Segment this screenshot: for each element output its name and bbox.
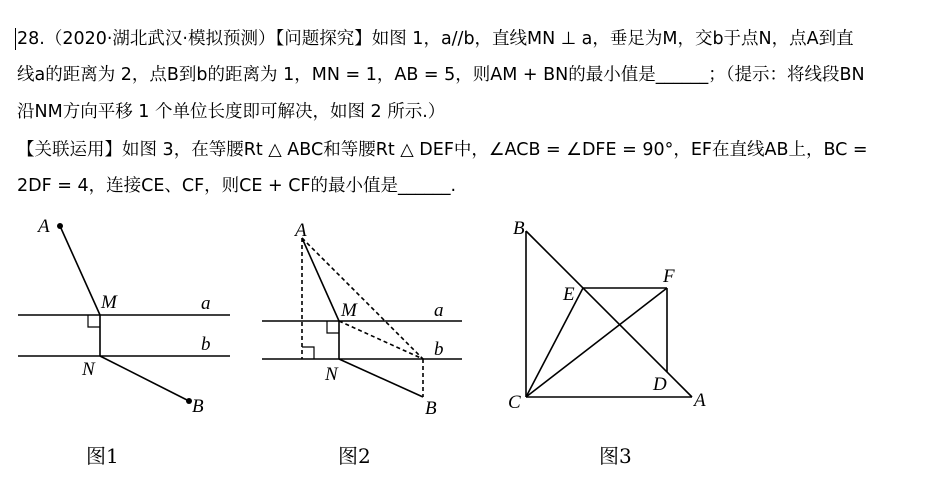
fig1-label-line-a: a [201,293,211,314]
fig2-label-m: M [341,300,357,321]
fig1-label-a-point: A [38,216,50,237]
fig3-label-b: B [513,218,525,239]
fig3-caption: 图3 [599,444,632,468]
fig2-dashed-a-to-b-prime [302,238,423,359]
fig1-label-line-b: b [201,334,211,355]
fig3-label-c: C [508,392,521,413]
fig1-segment-am [60,226,100,315]
problem-line-4: 【关联运用】如图 3，在等腰Rt △ ABC和等腰Rt △ DEF中，∠ACB = ∠DFE = 90°，EF在直线AB上，BC = [17,140,868,160]
fig2-label-line-a: a [434,300,444,321]
figure-3 [526,231,692,397]
fig2-caption: 图2 [338,444,371,468]
fig1-label-m: M [101,292,117,313]
fig2-label-n: N [325,364,338,385]
fig3-segment-cf [526,288,667,397]
figure-2 [262,238,462,397]
fig1-right-angle-mark [88,315,100,327]
fig1-label-n: N [82,359,95,380]
problem-line-1: 28.（2020·湖北武汉·模拟预测）【问题探究】如图 1，a//b，直线MN ⊥ a，垂足为M，交b于点N，点A到直 [17,29,854,49]
fig1-segment-nb [100,356,189,401]
fig2-segment-nb [339,359,423,397]
fig3-label-a: A [694,390,706,411]
fig1-caption: 图1 [86,444,119,468]
problem-line-2: 线a的距离为 2，点B到b的距离为 1，MN = 1，AB = 5，则AM + BN的最小值是______；（提示：将线段BN [17,65,865,85]
fig2-right-angle-mark-m [327,321,339,333]
fig3-label-d: D [653,374,667,395]
fig2-label-line-b: b [434,339,444,360]
problem-line-5: 2DF = 4，连接CE、CF，则CE + CF的最小值是______. [17,176,457,196]
fig1-point-a [57,223,63,229]
fig2-label-b-point: B [425,398,437,419]
fig3-label-e: E [563,284,575,305]
problem-line-3: 沿NM方向平移 1 个单位长度即可解决，如图 2 所示.） [17,102,446,122]
fig2-right-angle-mark-foot [302,347,314,359]
fig2-dashed-m-to-b-prime [339,321,423,359]
fig3-label-f: F [663,266,675,287]
fig2-segment-am [302,238,339,321]
fig2-label-a-point: A [295,220,307,241]
fig1-label-b-point: B [192,396,204,417]
figure-1 [18,223,230,404]
